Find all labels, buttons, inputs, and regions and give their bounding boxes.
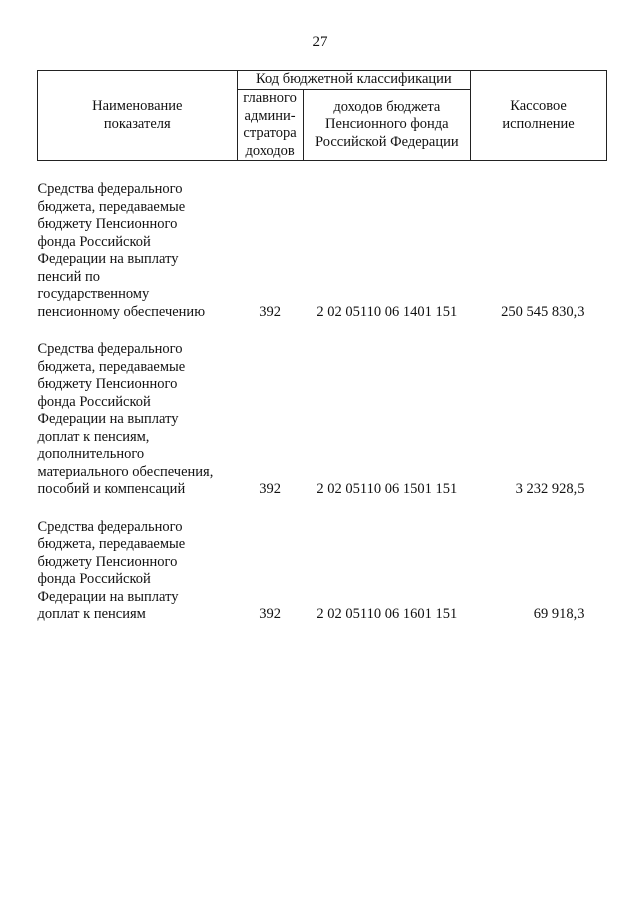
row-amount: 69 918,3 bbox=[533, 606, 585, 622]
row-amount: 3 232 928,5 bbox=[515, 481, 585, 497]
row-income-code: 2 02 05110 06 1401 151 bbox=[316, 303, 458, 320]
row-admin-code: 392 bbox=[259, 481, 281, 497]
table-header bbox=[38, 71, 607, 161]
row-amount: 250 545 830,3 bbox=[501, 303, 585, 320]
row-name: Средства федерального бюджета, передаваемые бюджету Пенсионного фонда Российской Федерации на выплату доплат к пенсиям bbox=[37, 518, 186, 622]
row-admin-code: 392 bbox=[259, 303, 281, 320]
header-admin-column: главного админи-стратора доходов bbox=[237, 90, 303, 161]
budget-table bbox=[37, 70, 607, 624]
table-row bbox=[38, 341, 607, 499]
header-name-column: Наименование показателя bbox=[38, 71, 238, 161]
table-row bbox=[38, 519, 607, 624]
header-income-column: доходов бюджета Пенсионного фонда Российской Федерации bbox=[303, 90, 471, 161]
page-number: 27 bbox=[312, 34, 328, 50]
row-name: Средства федерального бюджета, передаваемые бюджету Пенсионного фонда Российской Федерации на выплату доплат к пенсиям, дополнительного материального обеспечения, пособий и компенсаций bbox=[37, 341, 214, 497]
header-execution-column: Кассовое исполнение bbox=[471, 71, 607, 161]
table-body bbox=[38, 161, 607, 624]
table-row bbox=[38, 181, 607, 321]
header-budget-code-group: Код бюджетной классификации bbox=[237, 71, 470, 90]
row-income-code: 2 02 05110 06 1601 151 bbox=[316, 606, 458, 622]
row-income-code: 2 02 05110 06 1501 151 bbox=[316, 481, 458, 497]
row-name: Средства федерального бюджета, передаваемые бюджету Пенсионного фонда Российской Федерации на выплату пенсий по государственному пенсионному обеспечению bbox=[37, 181, 206, 320]
row-admin-code: 392 bbox=[259, 606, 281, 622]
